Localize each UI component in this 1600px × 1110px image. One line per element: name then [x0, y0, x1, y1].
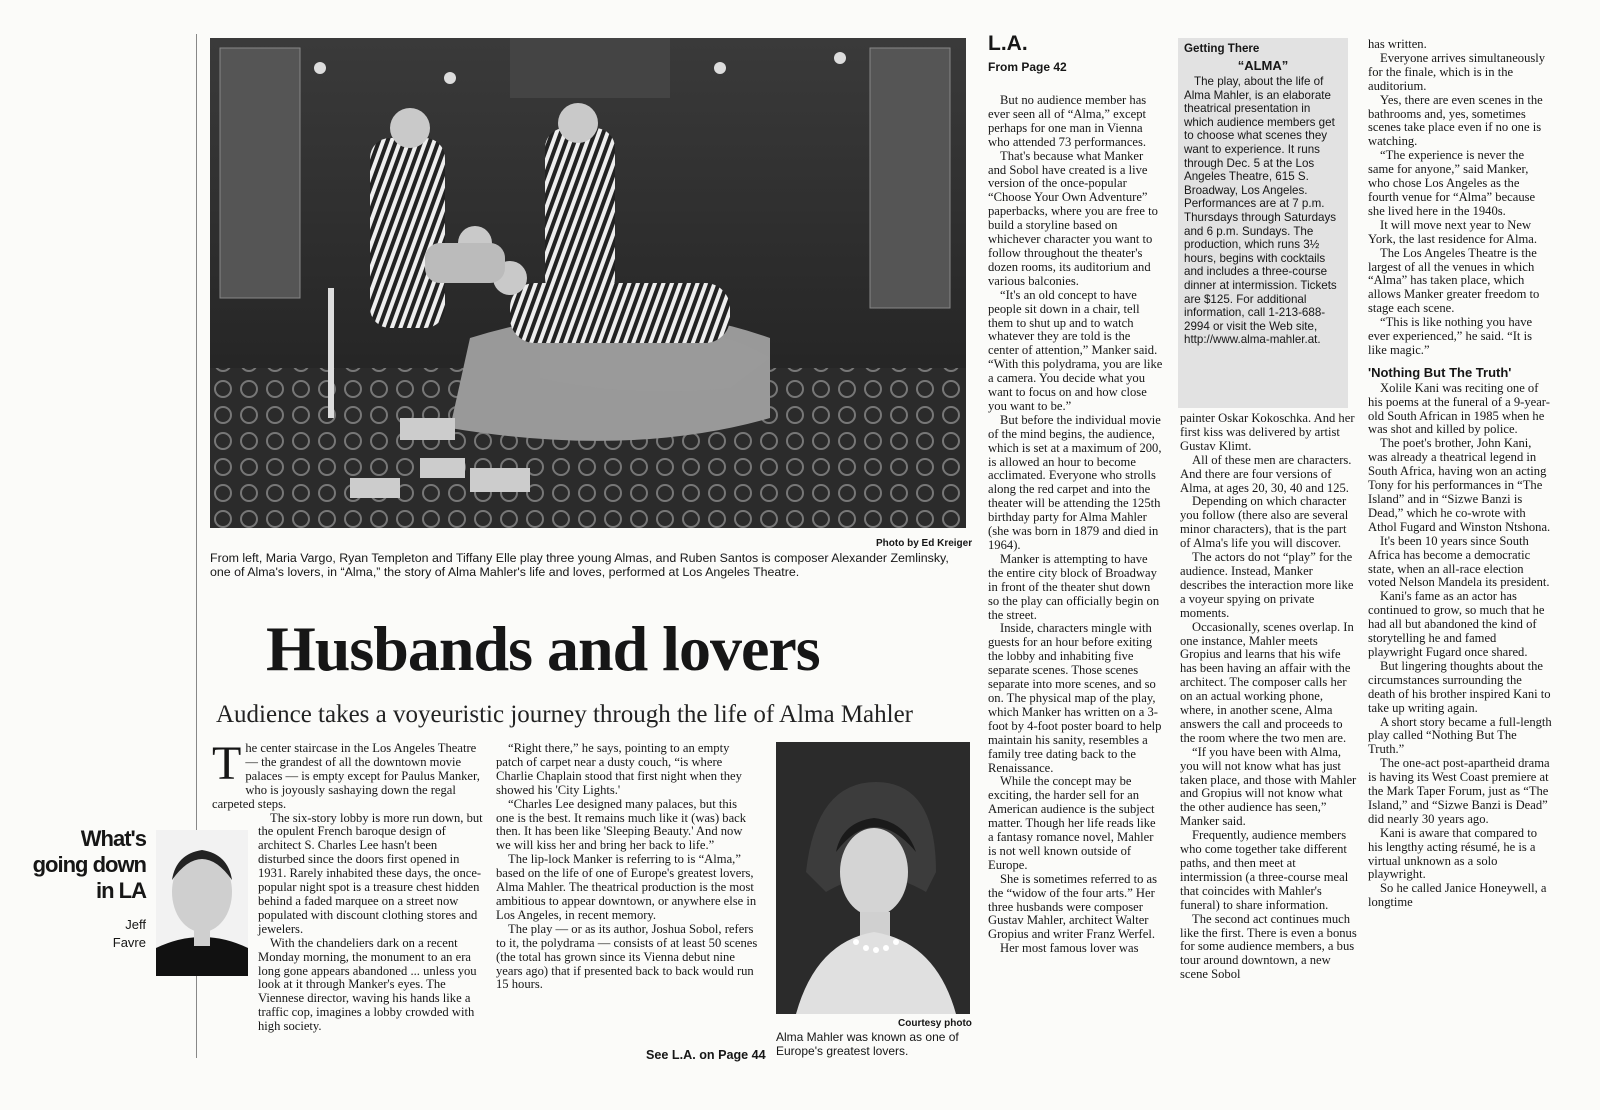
col3-para: While the concept may be exciting, the harder sell for an American audience is the subject matter. Though her life reads like a fantasy romance novel, Mahler is not well known outside of Europe. — [988, 774, 1156, 872]
col3-para: Her most famous lover was — [1000, 941, 1139, 956]
col5-para: Kani is aware that compared to his lengthy acting résumé, he is a virtual unknown as a solo playwright. — [1368, 825, 1538, 882]
portrait-image — [776, 742, 970, 1014]
headline: Husbands and lovers — [266, 613, 820, 684]
box-text: The play, about the life of Alma Mahler, is an elaborate theatrical presentation in which audience members get to choose what scenes they want to experience. It runs through Dec. 5 at the Los Angeles Theatre, 615 S. Broadway, Los Angeles. Performances are at 7 p.m. Thursdays through Saturdays and 6 p.m. Sundays. The production, which runs 3½ hours, begins with cocktails and includes a three-course dinner at intermission. Tickets are $125. For additional information, call 1-213-688-2994 or visit the Web site, http://www.alma-mahler.at. — [1184, 75, 1337, 347]
author-first: Jeff — [125, 917, 146, 932]
sig-line-1: What's — [80, 826, 146, 851]
col3-para: But no audience member has ever seen all of “Alma,” except perhaps for one man in Vienna who attended 73 performances. — [988, 93, 1147, 149]
portrait-caption: Alma Mahler was known as one of Europe's greatest lovers. — [776, 1030, 959, 1058]
col2-para: “Charles Lee designed many palaces, but this one is the best. It remains much like it (was) back then. It has been like 'Sleeping Beauty.' And now we will kiss her and bring her back to life.” — [496, 796, 747, 853]
body-column-4 — [1180, 412, 1358, 982]
col5-para: But lingering thoughts about the circumstances surrounding the death of his brother inspired Kani to take up writing again. — [1368, 658, 1551, 715]
body-column-2 — [496, 742, 758, 992]
col5-para: “The experience is never the same for anyone,” said Manker, who chose Los Angeles as the fourth venue for “Alma” because she lived here in the 1940s. — [1368, 148, 1536, 218]
col5-para: Yes, there are even scenes in the bathrooms and, yes, sometimes scenes take place even if no one is watching. — [1368, 92, 1543, 149]
col5-para: Xolile Kani was reciting one of his poems at the funeral of a 9-year-old South African in 1985 when he was shot and killed by police. — [1368, 380, 1550, 437]
col5-para: “This is like nothing you have ever experienced,” he said. “It is like magic.” — [1368, 315, 1533, 357]
box-kicker: Getting There — [1184, 42, 1260, 55]
col5-para: A short story became a full-length play called “Nothing But The Truth.” — [1368, 714, 1552, 757]
col5-para: The Los Angeles Theatre is the largest of all the venues in which “Alma” has taken place, which allows Manker greater freedom to stage each scene. — [1368, 245, 1540, 316]
continued-from: From Page 42 — [988, 60, 1067, 74]
col1-para: he center staircase in the Los Angeles Theatre — the grandest of all the downtown movie palaces — is empty except for Paulus Manker, who is joyously sashaying down the regal carpeted steps. — [212, 741, 480, 811]
col1-para: With the chandeliers dark on a recent Monday morning, the monument to an era long gone appears abandoned ... unless you look at it through Manker's eyes. The Viennese director, waving his hands like a traffic cop, imagines a lobby crowded with high society. — [258, 935, 477, 1034]
col3-para: “It's an old concept to have people sit down in a chair, tell them to shut up and to watch whatever they are told is the center of attention,” Manker said. “With this polydrama, you are like a camera. You decide what you want to focus on and how close you want to be.” — [988, 287, 1163, 413]
col4-para: Depending on which character you follow (there also are several minor characters), that is the part of Alma's life you will discover. — [1180, 494, 1349, 551]
col4-para: The actors do not “play” for the audience. Instead, Manker describes the interaction more like a voyeur spying on private moments. — [1180, 550, 1354, 620]
col5-para: The one-act post-apartheid drama is having its West Coast premiere at the Mark Taper Forum, just as “The Island,” and “Sizwe Banzi is Dead” did nearly 30 years ago. — [1368, 756, 1550, 826]
col5-para: So he called Janice Honeywell, a longtime — [1368, 881, 1547, 910]
col2-para: The lip-lock Manker is referring to is “Alma,” based on the life of one of Europe's greatest lovers, Alma Mahler. The theatrical production is the most ambitious to appear downtown, or anywhere else in Los Angeles, in recent memory. — [496, 852, 757, 922]
sig-line-3: in LA — [96, 878, 146, 903]
main-photo-credit: Photo by Ed Kreiger — [876, 538, 973, 549]
col3-para: Manker is attempting to have the entire city block of Broadway in front of the theater shut down so the play can officially begin on the street. — [988, 551, 1160, 622]
col3-para: But before the individual movie of the mind begins, the audience, which is set at a maximum of 200, is allowed an hour to become acclimated. Everyone who strolls along the red carpet and into the theater will be attending the 125th birthday party for Alma Mahler (she was born in 1879 and died in 1964). — [988, 412, 1162, 552]
column-sig-title — [6, 826, 146, 904]
getting-there-box — [1178, 38, 1348, 408]
col4-para: “If you have been with Alma, you will not know what has just taken place, and those with Mahler and Gropius will not know what the other audience has seen,” Manker said. — [1180, 744, 1357, 829]
col4-para: Frequently, audience members who come together take different paths, and then meet at intermission (a three-course meal that coincides with Mahler's funeral) to share information. — [1180, 828, 1349, 912]
col4-para: All of these men are characters. And there are four versions of Alma, at ages 20, 30, 40 and 125. — [1180, 452, 1352, 495]
col3-para: That's because what Manker and Sobol have created is a live version of the once-popular “Choose Your Own Adventure” paperbacks, where you are free to build a storyline based on whichever character you want to follow throughout the theater's dozen rooms, its auditorium and various balconies. — [988, 148, 1158, 288]
column-sig-author — [100, 916, 146, 952]
col4-para: The second act continues much like the first. There is even a bonus for some audience members, a bus tour around downtown, a new scene Sobol — [1180, 911, 1357, 982]
portrait-credit: Courtesy photo — [898, 1018, 972, 1029]
col5-para: Kani's fame as an actor has continued to grow, so much that he had all but abandoned the kind of storytelling he and famed playwright Fugard once shared. — [1368, 589, 1545, 659]
main-photo — [210, 38, 966, 528]
col5-para: has written. — [1368, 37, 1427, 51]
col5-para: The poet's brother, John Kani, was already a theatrical legend in South Africa, having won an acting Tony for his performances in “The Island” and in “Sizwe Banzi is Dead,” which he co-wrote with Athol Fugard and Winston Ntshona. — [1368, 436, 1551, 534]
col2-para: “Right there,” he says, pointing to an empty patch of carpet near a dusty couch, “is where Charlie Chaplain stood that first night when they showed his 'City Lights.' — [496, 741, 742, 797]
jump-line: See L.A. on Page 44 — [646, 1048, 766, 1062]
col5-para: Everyone arrives simultaneously for the finale, which is in the auditorium. — [1368, 50, 1546, 93]
col4-para: painter Oskar Kokoschka. And her first kiss was delivered by artist Gustav Klimt. — [1180, 411, 1355, 453]
continued-title: L.A. — [988, 32, 1028, 55]
col3-para: Inside, characters mingle with guests for an hour before exiting the lobby and inhabiting five separate scenes. Those scenes separate into more scenes, and so on. The physical map of the play, which Manker has written on a 3-foot by 4-foot poster board to help maintain his sanity, resembles a family tree dating back to the Renaissance. — [988, 621, 1162, 775]
col3-para: She is sometimes referred to as the “widow of the four arts.” Her three husbands were composer Gustav Mahler, architect Walter Gropius and writer Franz Werfel. — [988, 871, 1158, 942]
main-photo-image — [210, 38, 966, 528]
col5-para: It's been 10 years since South Africa has become a democratic state, when an all-race election voted Nelson Mandela its president. — [1368, 533, 1550, 590]
body-column-1 — [212, 737, 484, 1034]
body-column-3 — [988, 94, 1164, 956]
col2-para: The play — or as its author, Joshua Sobol, refers to it, the polydrama — consists of at least 50 scenes (the total has grown since its Vienna debut nine years ago) that if presented back to back would run 15 hours. — [496, 921, 758, 992]
main-photo-caption: From left, Maria Vargo, Ryan Templeton and Tiffany Elle play three young Almas, and Ruben Santos is composer Alexander Zemlinsky, one of Alma's lovers, in “Alma,” the story of Alma Mahler's life and loves, performed at Los Angeles Theatre. — [210, 551, 949, 579]
portrait-photo — [776, 742, 970, 1014]
sig-line-2: going down — [32, 852, 146, 877]
col1-para: The six-story lobby is more run down, but the opulent French baroque design of architect S. Charles Lee hasn't been disturbed since the doors first opened in 1931. Rarely inhabited these days, the once-popular night spot is a treasure chest hidden behind a faded marquee on a street now populated with discount clothing stores and jewelers. — [258, 810, 483, 936]
col4-para: Occasionally, scenes overlap. In one instance, Mahler meets Gropius and learns that his wife has been having an affair with the architect. The composer calls her on an actual working phone, where, in another scene, Alma answers the call and proceeds to the room where the two men are. — [1180, 619, 1354, 745]
subhead: 'Nothing But The Truth' — [1368, 364, 1512, 380]
deck: Audience takes a voyeuristic journey through the life of Alma Mahler — [216, 701, 914, 728]
author-last: Favre — [112, 935, 146, 950]
body-column-5 — [1368, 38, 1552, 910]
box-title: “ALMA” — [1237, 58, 1289, 73]
col5-para: It will move next year to New York, the last residence for Alma. — [1368, 217, 1538, 246]
drop-cap: T — [212, 737, 242, 790]
